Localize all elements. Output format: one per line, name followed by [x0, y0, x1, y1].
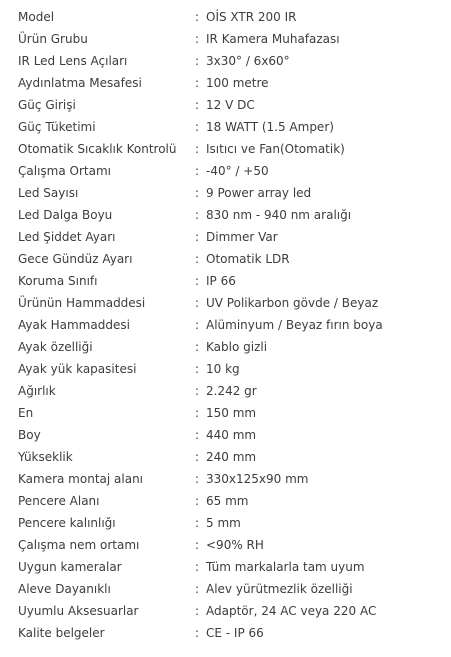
spec-value: 5 mm	[206, 516, 241, 530]
spec-separator: :	[195, 142, 200, 156]
spec-separator: :	[195, 10, 200, 24]
spec-separator: :	[195, 186, 200, 200]
spec-row-height	[0, 446, 451, 468]
spec-label: Güç Girişi	[18, 98, 76, 112]
spec-value: CE - IP 66	[206, 626, 264, 640]
spec-row-product-material	[0, 292, 451, 314]
spec-row-operating-environment	[0, 160, 451, 182]
spec-value: OİS XTR 200 IR	[206, 10, 297, 24]
spec-separator: :	[195, 98, 200, 112]
spec-label: Uyumlu Aksesuarlar	[18, 604, 139, 618]
spec-row-illumination-distance	[0, 72, 451, 94]
spec-label: Model	[18, 10, 55, 24]
spec-row-mount-load-capacity	[0, 358, 451, 380]
spec-row-camera-mount-area	[0, 468, 451, 490]
spec-separator: :	[195, 274, 200, 288]
spec-row-product-group	[0, 28, 451, 50]
spec-label: Aleve Dayanıklı	[18, 582, 111, 596]
spec-row-weight	[0, 380, 451, 402]
spec-value: Alüminyum / Beyaz fırın boya	[206, 318, 383, 332]
spec-separator: :	[195, 54, 200, 68]
spec-separator: :	[195, 406, 200, 420]
spec-separator: :	[195, 582, 200, 596]
spec-value: Tüm markalarla tam uyum	[206, 560, 365, 574]
spec-separator: :	[195, 428, 200, 442]
spec-row-led-wavelength	[0, 204, 451, 226]
spec-label: Kalite belgeler	[18, 626, 105, 640]
spec-value: IR Kamera Muhafazası	[206, 32, 340, 46]
spec-label: Otomatik Sıcaklık Kontrolü	[18, 142, 177, 156]
spec-value: IP 66	[206, 274, 236, 288]
spec-value: <90% RH	[206, 538, 264, 552]
spec-separator: :	[195, 560, 200, 574]
spec-label: Pencere Alanı	[18, 494, 100, 508]
spec-value: 10 kg	[206, 362, 240, 376]
spec-separator: :	[195, 318, 200, 332]
spec-value: 9 Power array led	[206, 186, 312, 200]
spec-value: 65 mm	[206, 494, 249, 508]
spec-separator: :	[195, 472, 200, 486]
spec-row-model	[0, 6, 451, 28]
spec-label: Ayak özelliği	[18, 340, 93, 354]
spec-separator: :	[195, 296, 200, 310]
spec-value: Adaptör, 24 AC veya 220 AC	[206, 604, 377, 618]
spec-value: Alev yürütmezlik özelliği	[206, 582, 353, 596]
spec-value: Kablo gizli	[206, 340, 268, 354]
spec-separator: :	[195, 120, 200, 134]
spec-separator: :	[195, 516, 200, 530]
spec-row-day-night	[0, 248, 451, 270]
spec-row-mount-feature	[0, 336, 451, 358]
spec-row-window-area	[0, 490, 451, 512]
spec-label: Aydınlatma Mesafesi	[18, 76, 142, 90]
spec-separator: :	[195, 494, 200, 508]
spec-row-led-count	[0, 182, 451, 204]
spec-value: Isıtıcı ve Fan(Otomatik)	[206, 142, 345, 156]
spec-separator: :	[195, 208, 200, 222]
spec-separator: :	[195, 76, 200, 90]
spec-row-mount-material	[0, 314, 451, 336]
spec-label: Ürün Grubu	[18, 32, 88, 46]
spec-label: Led Dalga Boyu	[18, 208, 113, 222]
spec-row-flame-resistant	[0, 578, 451, 600]
spec-row-led-intensity	[0, 226, 451, 248]
spec-value: 830 nm - 940 nm aralığı	[206, 208, 352, 222]
spec-separator: :	[195, 384, 200, 398]
spec-value: Otomatik LDR	[206, 252, 290, 266]
spec-value: 240 mm	[206, 450, 257, 464]
spec-separator: :	[195, 230, 200, 244]
spec-separator: :	[195, 252, 200, 266]
spec-row-compatible-cameras	[0, 556, 451, 578]
spec-value: 150 mm	[206, 406, 257, 420]
spec-value: 2.242 gr	[206, 384, 257, 398]
spec-label: Ayak Hammaddesi	[18, 318, 130, 332]
spec-label: Led Şiddet Ayarı	[18, 230, 116, 244]
spec-label: Ayak yük kapasitesi	[18, 362, 137, 376]
spec-separator: :	[195, 626, 200, 640]
spec-row-operating-humidity	[0, 534, 451, 556]
spec-label: Güç Tüketimi	[18, 120, 96, 134]
spec-row-power-input	[0, 94, 451, 116]
spec-label: Koruma Sınıfı	[18, 274, 98, 288]
spec-label: Ürünün Hammaddesi	[18, 296, 146, 310]
spec-row-protection-class	[0, 270, 451, 292]
spec-value: 100 metre	[206, 76, 269, 90]
spec-value: 3x30° / 6x60°	[206, 54, 290, 68]
spec-label: Çalışma Ortamı	[18, 164, 111, 178]
spec-label: IR Led Lens Açıları	[18, 54, 128, 68]
spec-value: 330x125x90 mm	[206, 472, 309, 486]
spec-separator: :	[195, 340, 200, 354]
spec-label: Boy	[18, 428, 41, 442]
spec-separator: :	[195, 538, 200, 552]
spec-row-width	[0, 402, 451, 424]
spec-value: 18 WATT (1.5 Amper)	[206, 120, 334, 134]
spec-separator: :	[195, 362, 200, 376]
spec-separator: :	[195, 32, 200, 46]
spec-value: Dimmer Var	[206, 230, 278, 244]
spec-label: En	[18, 406, 34, 420]
spec-row-quality-certificates	[0, 622, 451, 644]
spec-value: -40° / +50	[206, 164, 269, 178]
spec-separator: :	[195, 164, 200, 178]
spec-label: Led Sayısı	[18, 186, 79, 200]
spec-row-power-consumption	[0, 116, 451, 138]
spec-row-auto-temperature-control	[0, 138, 451, 160]
spec-label: Yükseklik	[18, 450, 73, 464]
spec-row-ir-led-lens-angles	[0, 50, 451, 72]
spec-row-window-thickness	[0, 512, 451, 534]
spec-row-compatible-accessories	[0, 600, 451, 622]
spec-value: UV Polikarbon gövde / Beyaz	[206, 296, 379, 310]
spec-label: Pencere kalınlığı	[18, 516, 116, 530]
spec-label: Uygun kameralar	[18, 560, 122, 574]
spec-value: 12 V DC	[206, 98, 255, 112]
spec-label: Çalışma nem ortamı	[18, 538, 140, 552]
spec-separator: :	[195, 604, 200, 618]
spec-label: Ağırlık	[18, 384, 56, 398]
spec-label: Kamera montaj alanı	[18, 472, 144, 486]
spec-value: 440 mm	[206, 428, 257, 442]
spec-separator: :	[195, 450, 200, 464]
spec-label: Gece Gündüz Ayarı	[18, 252, 133, 266]
spec-row-length	[0, 424, 451, 446]
